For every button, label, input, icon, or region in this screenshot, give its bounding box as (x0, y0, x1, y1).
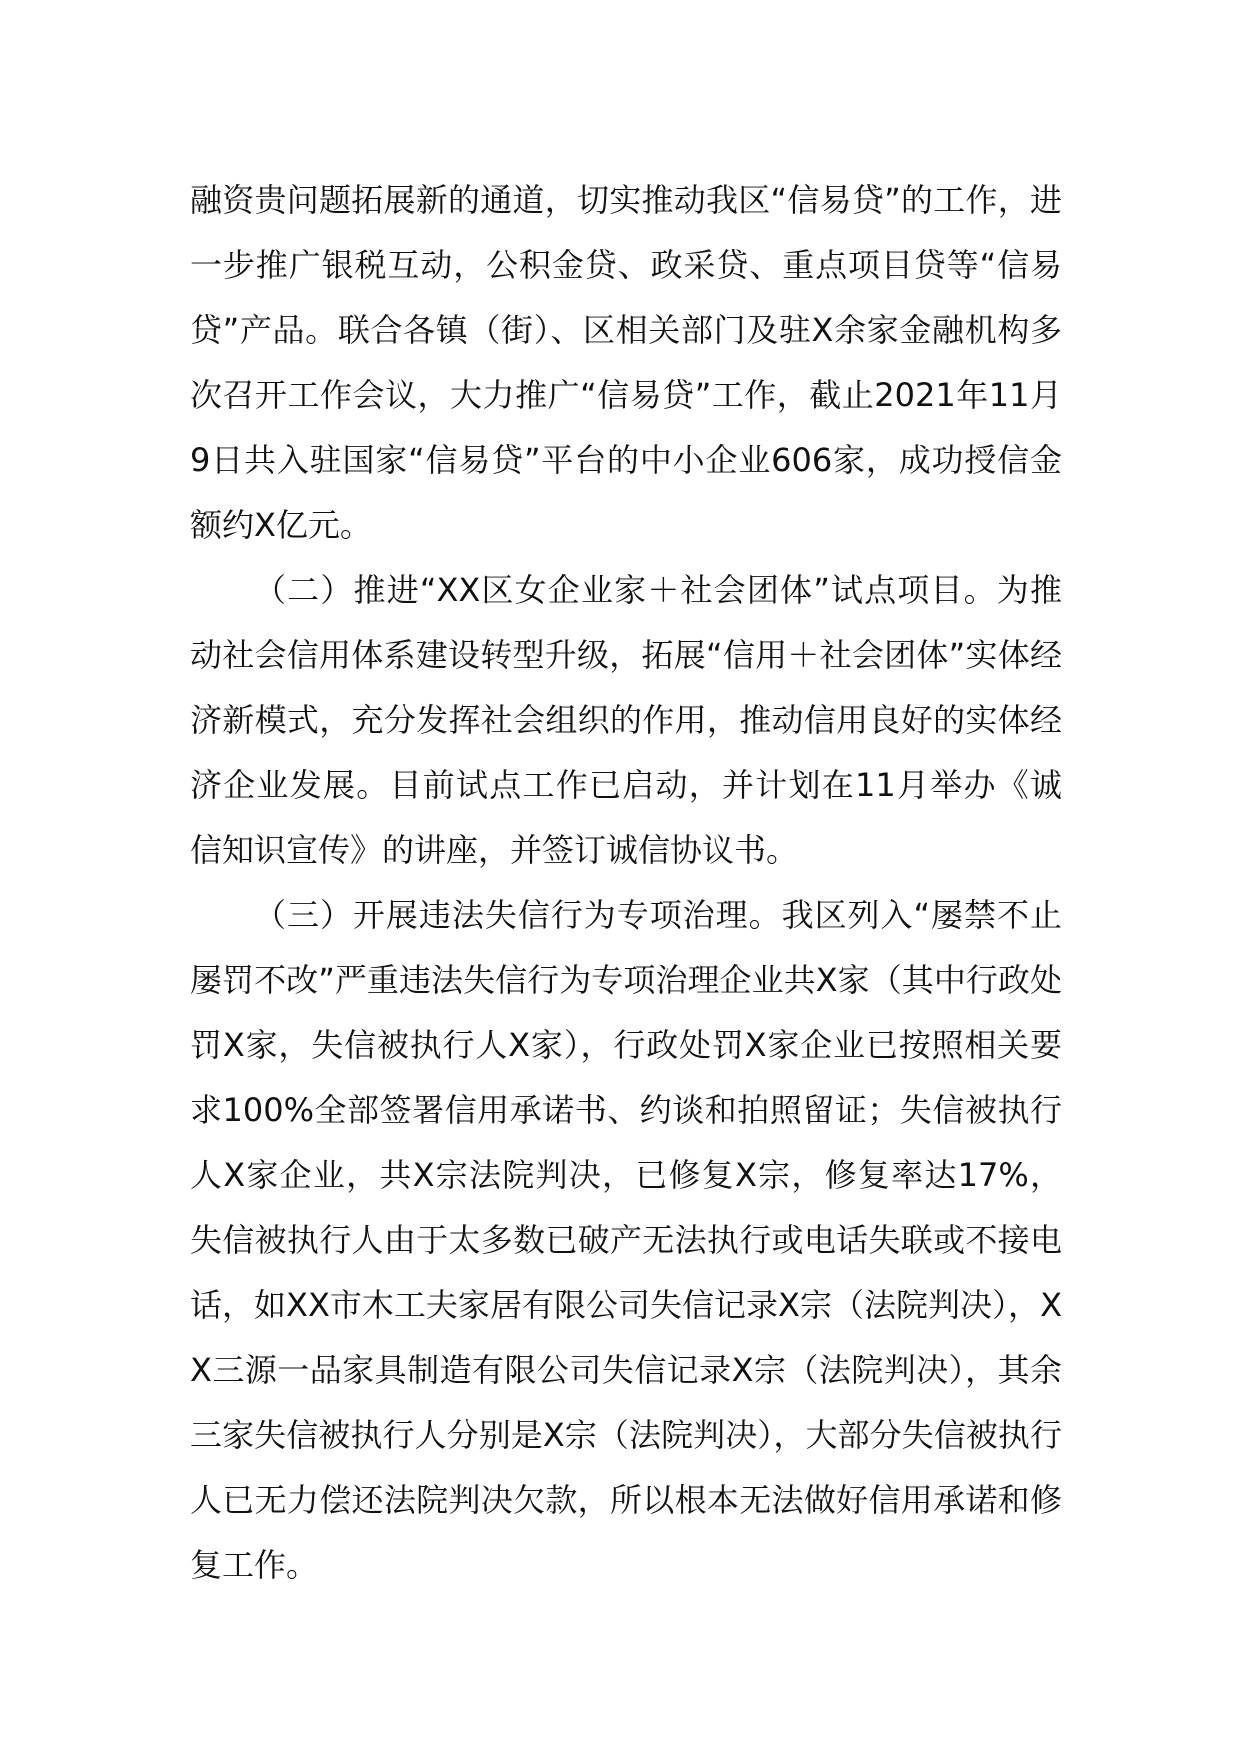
paragraph-continuation: 融资贵问题拓展新的通道，切实推动我区“信易贷”的工作，进一步推广银税互动，公积金贷、政采贷、重点项目贷等“信易贷”产品。联合各镇（街）、区相关部门及驻X余家金融机构多次召开工作会议，大力推广“信易贷”工作，截止2021年11月9日共入驻国家“信易贷”平台的中小企业606家，成功授信金额约X亿元。 (190, 181, 1062, 544)
paragraph-special-governance: （三）开展违法失信行为专项治理。我区列入“屡禁不止屡罚不改”严重违法失信行为专项治理企业共X家（其中行政处罚X家，失信被执行人X家），行政处罚X家企业已按照相关要求100%全部签署信用承诺书、约谈和拍照留证；失信被执行人X家企业，共X宗法院判决，已修复X宗，修复率达17%，失信被执行人由于太多数已破产无法执行或电话失联或不接电话，如XX市木工夫家居有限公司失信记录X宗（法院判决），XX三源一品家具制造有限公司失信记录X宗（法院判决），其余三家失信被执行人分别是X宗（法院判决），大部分失信被执行人已无力偿还法院判决欠款，所以根本无法做好信用承诺和修复工作。 (190, 896, 1062, 1584)
document-body (190, 168, 1062, 1598)
paragraph-pilot-project: （二）推进“XX区女企业家＋社会团体”试点项目。为推动社会信用体系建设转型升级，拓展“信用＋社会团体”实体经济新模式，充分发挥社会组织的作用，推动信用良好的实体经济企业发展。目前试点工作已启动，并计划在11月举办《诚信知识宣传》的讲座，并签订诚信协议书。 (190, 571, 1062, 869)
